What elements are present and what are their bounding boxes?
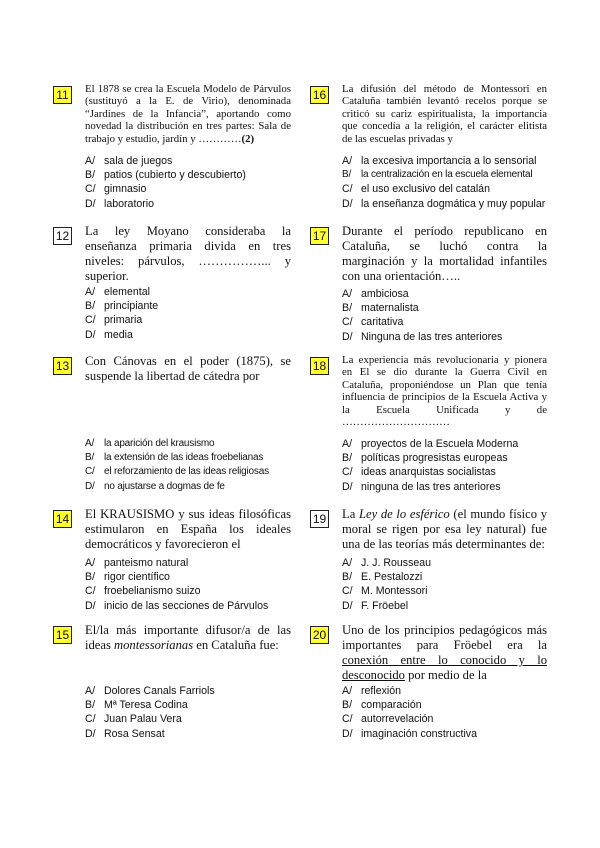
question-number: 15 xyxy=(53,626,72,644)
option-a[interactable]: A/ Dolores Canals Farriols xyxy=(85,685,215,697)
option-a[interactable]: A/ ambiciosa xyxy=(342,288,409,300)
option-b[interactable]: B/ principiante xyxy=(85,300,159,313)
question-stem: La ley Moyano consideraba la enseñanza primaria divida en tres niveles: párvulos, ……………... y superior. xyxy=(85,224,291,283)
option-a[interactable]: A/ la aparición del krausismo xyxy=(85,438,215,449)
answer-options xyxy=(85,684,291,741)
option-d[interactable]: D/ F. Fröebel xyxy=(342,599,409,612)
question-stem: El/la más importante difusor/a de las ideas montessorianas en Cataluña fue: xyxy=(85,623,291,652)
question-number: 12 xyxy=(53,227,72,245)
question-number: 20 xyxy=(310,626,329,644)
question-number: 18 xyxy=(310,357,329,375)
option-d[interactable]: D/ la enseñanza dogmática y muy popular xyxy=(342,197,546,210)
answer-options xyxy=(85,154,291,211)
question-stem: El KRAUSISMO y sus ideas filosóficas estimularon en España los ideales democráticos y favorecieron el xyxy=(85,507,291,551)
option-a[interactable]: A/ proyectos de la Escuela Moderna xyxy=(342,438,519,450)
option-d[interactable]: D/ Ninguna de las tres anteriores xyxy=(342,330,503,343)
option-b[interactable]: B/ comparación xyxy=(342,699,422,712)
option-a[interactable]: A/ elemental xyxy=(85,286,150,298)
option-c[interactable]: C/ ideas anarquistas socialistas xyxy=(342,466,496,479)
answer-options xyxy=(85,556,291,613)
option-d[interactable]: D/ laboratorio xyxy=(85,197,155,210)
option-b[interactable]: B/ la centralización en la escuela elemental xyxy=(342,169,533,181)
option-b[interactable]: B/ rigor científico xyxy=(85,571,170,584)
question-stem: La experiencia más revolucionaria y pionera en El se dio durante la Guerra Civil en Cataluña, proponiéndose un Plan que tenía influencia de principios de la Escuela Activa y la Escuela Unificada y de ………………………… xyxy=(342,354,547,429)
option-a[interactable]: A/ panteismo natural xyxy=(85,557,189,569)
question-stem: El 1878 se crea la Escuela Modelo de Párvulos (sustituyó a la E. de Virio), denominada “Jardines de la Infancia”, aportando como novedad la distribución en tres partes: Sala de trabajo y estudio, jardín y …………(2) xyxy=(85,83,291,145)
option-b[interactable]: B/ Mª Teresa Codina xyxy=(85,699,188,712)
answer-options xyxy=(342,684,547,741)
answer-options xyxy=(85,285,291,342)
question-number: 14 xyxy=(53,510,72,528)
option-c[interactable]: C/ gimnasio xyxy=(85,183,147,196)
question-number: 19 xyxy=(310,510,329,528)
answer-options xyxy=(342,556,547,613)
option-c[interactable]: C/ M. Montessori xyxy=(342,585,428,598)
answer-options xyxy=(342,154,547,211)
question-stem: La Ley de lo esférico (el mundo físico y moral se rigen por esa ley natural) fue una de las teorías más determinantes de: xyxy=(342,507,547,551)
option-d[interactable]: D/ imaginación constructiva xyxy=(342,727,477,740)
option-c[interactable]: C/ froebelianismo suizo xyxy=(85,585,201,598)
option-c[interactable]: C/ Juan Palau Vera xyxy=(85,713,182,726)
option-b[interactable]: B/ E. Pestalozzi xyxy=(342,571,423,584)
answer-options xyxy=(342,437,547,494)
option-d[interactable]: D/ ninguna de las tres anteriores xyxy=(342,480,501,493)
question-stem: Con Cánovas en el poder (1875), se suspende la libertad de cátedra por xyxy=(85,354,291,383)
question-stem: Uno de los principios pedagógicos más importantes para Fröebel era la conexión entre lo conocido y lo desconocido por medio de la xyxy=(342,623,547,682)
option-c[interactable]: C/ el uso exclusivo del catalán xyxy=(342,183,490,196)
option-c[interactable]: C/ el reforzamiento de las ideas religiosas xyxy=(85,466,269,478)
question-stem: La difusión del método de Montessori en Cataluña también levantó recelos porque se criticó su cariz espiritualista, la importancia que concedía a la religión, el carácter elitista de las escuelas privadas y xyxy=(342,83,547,145)
option-c[interactable]: C/ caritativa xyxy=(342,316,404,329)
option-c[interactable]: C/ autorrevelación xyxy=(342,713,434,726)
option-d[interactable]: D/ inicio de las secciones de Párvulos xyxy=(85,599,269,612)
question-number: 17 xyxy=(310,227,329,245)
option-b[interactable]: B/ maternalista xyxy=(342,302,419,315)
option-a[interactable]: A/ reflexión xyxy=(342,685,402,697)
answer-options xyxy=(342,287,547,344)
answer-options xyxy=(85,437,291,494)
option-c[interactable]: C/ primaria xyxy=(85,314,143,327)
question-stem: Durante el período republicano en Cataluña, se luchó contra la marginación y la mortalidad infantiles con una orientación….. xyxy=(342,224,547,283)
option-d[interactable]: D/ media xyxy=(85,328,133,341)
question-number: 13 xyxy=(53,357,72,375)
option-b[interactable]: B/ la extensión de las ideas froebelianas xyxy=(85,452,264,464)
option-d[interactable]: D/ no ajustarse a dogmas de fe xyxy=(85,480,225,492)
option-a[interactable]: A/ J. J. Rousseau xyxy=(342,557,432,569)
option-a[interactable]: A/ sala de juegos xyxy=(85,155,173,167)
option-a[interactable]: A/ la excesiva importancia a lo sensorial xyxy=(342,155,537,167)
option-b[interactable]: B/ políticas progresistas europeas xyxy=(342,452,508,465)
option-b[interactable]: B/ patios (cubierto y descubierto) xyxy=(85,169,246,182)
option-d[interactable]: D/ Rosa Sensat xyxy=(85,727,165,740)
question-number: 16 xyxy=(310,86,329,104)
question-number: 11 xyxy=(53,86,72,104)
